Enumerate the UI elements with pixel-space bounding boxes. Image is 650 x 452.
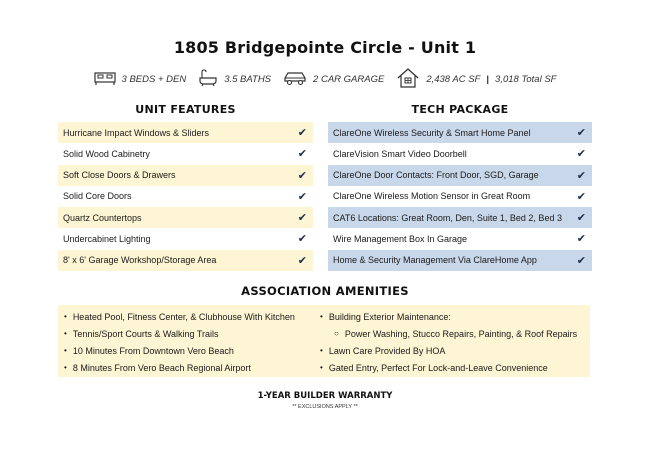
tech-label: Home & Security Management Via ClareHome App [333,255,537,266]
tech-label: ClareOne Wireless Security & Smart Home Panel [333,127,531,138]
car-icon [283,70,313,89]
amenity-label: Heated Pool, Fitness Center, & Clubhouse With Kitchen [72,311,295,322]
amenity-label: Power Washing, Stucco Repairs, Painting, & Roof Repairs [344,328,578,339]
spec-square-feet [396,67,556,92]
tech-label: CAT6 Locations: Great Room, Den, Suite 1, Bed 2, Bed 3 [333,212,562,223]
tech-label: Wire Management Box In Garage [333,233,468,244]
amenities-left-column [64,308,295,376]
beds-text: 3 BEDS + DEN [121,73,187,85]
tech-label: ClareVision Smart Video Doorbell [333,148,467,159]
property-specs [0,68,650,90]
checkmark-icon: ✔ [297,169,307,182]
list-item [58,165,313,186]
spec-baths [198,69,271,90]
warranty-note: ** EXCLUSIONS APPLY ** [292,404,358,410]
garage-text: 2 CAR GARAGE [313,73,385,85]
list-item [328,122,592,143]
checkmark-icon: ✔ [576,233,586,246]
amenity-label: Gated Entry, Perfect For Lock-and-Leave Convenience [328,362,548,373]
checkmark-icon: ✔ [297,212,307,225]
list-item [328,186,592,207]
amenity-label: 8 Minutes From Vero Beach Regional Airport [72,362,251,373]
checkmark-icon: ✔ [576,127,586,139]
spec-separator: | [486,73,490,85]
feature-label: Solid Core Doors [63,191,132,202]
bed-icon [94,70,122,89]
bullet-icon: • [64,329,67,338]
feature-label: 8' x 6' Garage Workshop/Storage Area [63,255,217,266]
list-item [58,186,313,207]
unit-features-list [58,122,313,271]
amenity-label: Tennis/Sport Courts & Walking Trails [72,328,219,339]
tech-package-list [328,122,592,271]
checkmark-icon: ✔ [576,148,586,161]
amenities-heading: ASSOCIATION AMENITIES [241,284,409,298]
bullet-icon: • [64,346,67,355]
list-item [320,342,577,359]
list-item [64,359,295,376]
list-item [328,228,592,249]
sub-bullet-icon: ○ [334,329,339,338]
list-item [64,325,295,342]
list-item [328,165,592,186]
amenity-label: Lawn Care Provided By HOA [328,345,446,356]
checkmark-icon: ✔ [297,254,307,267]
checkmark-icon: ✔ [576,212,586,225]
bullet-icon: • [320,363,323,372]
checkmark-icon: ✔ [297,190,307,203]
feature-label: Solid Wood Cabinetry [63,148,150,159]
amenity-label: Building Exterior Maintenance: [328,311,451,322]
baths-text: 3.5 BATHS [224,73,272,85]
amenity-label: 10 Minutes From Downtown Vero Beach [72,345,234,356]
tech-label: ClareOne Door Contacts: Front Door, SGD, Garage [333,170,539,181]
warranty-title: 1-YEAR BUILDER WARRANTY [257,391,393,401]
checkmark-icon: ✔ [576,190,586,203]
list-item [320,359,577,376]
list-item [320,308,577,325]
checkmark-icon: ✔ [576,169,586,182]
page-title: 1805 Bridgepointe Circle - Unit 1 [173,38,477,57]
amenities-right-column [320,308,577,376]
list-item [328,143,592,164]
checkmark-icon: ✔ [297,148,307,161]
spec-beds [94,70,187,89]
feature-label: Undercabinet Lighting [63,233,151,244]
list-item [64,342,295,359]
spec-garage [283,70,384,89]
bathtub-icon [198,69,224,90]
list-item [58,250,313,271]
total-sf-text: 3,018 Total SF [495,73,557,85]
amenities-panel [58,305,590,377]
list-item [328,207,592,228]
bullet-icon: • [64,312,67,321]
list-item [58,143,313,164]
unit-features-heading: UNIT FEATURES [135,103,236,116]
list-item [58,207,313,228]
feature-label: Soft Close Doors & Drawers [63,170,176,181]
list-item [58,122,313,143]
feature-label: Quartz Countertops [63,212,142,223]
checkmark-icon: ✔ [297,233,307,246]
list-item [58,228,313,249]
bullet-icon: • [320,346,323,355]
list-item [328,250,592,271]
list-item [64,308,295,325]
checkmark-icon: ✔ [576,254,586,267]
ac-sf-text: 2,438 AC SF [426,73,481,85]
feature-label: Hurricane Impact Windows & Sliders [63,127,210,138]
checkmark-icon: ✔ [297,127,307,139]
house-icon [396,67,426,92]
bullet-icon: • [64,363,67,372]
bullet-icon: • [320,312,323,321]
tech-label: ClareOne Wireless Motion Sensor in Great Room [333,191,531,202]
list-item [320,325,577,342]
tech-package-heading: TECH PACKAGE [411,103,509,116]
